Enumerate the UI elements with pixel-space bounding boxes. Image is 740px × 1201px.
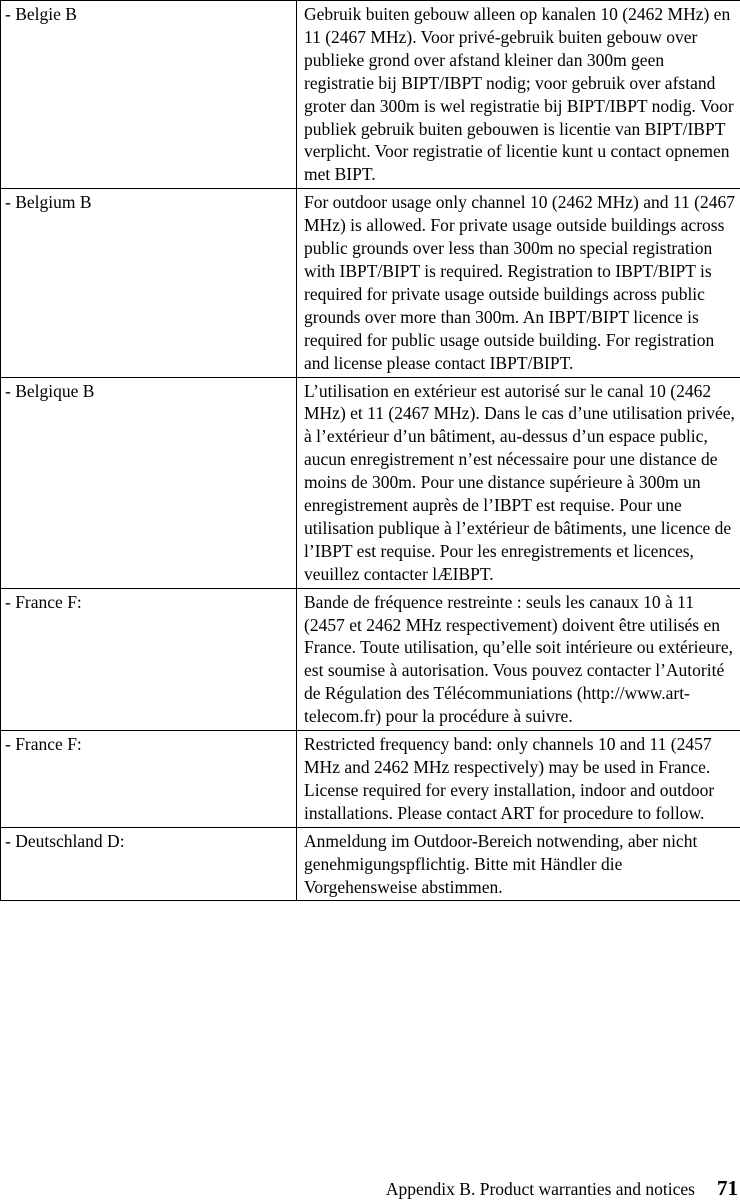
regulation-text-cell: Anmeldung im Outdoor-Bereich notwending, aber nicht genehmigungspflichtig. Bitte mit Händler die Vorgehensweise abstimmen. xyxy=(297,827,740,901)
country-cell: - Deutschland D: xyxy=(1,827,297,901)
regulation-text-cell: For outdoor usage only channel 10 (2462 MHz) and 11 (2467 MHz) is allowed. For private usage outside buildings across public grounds over less than 300m no special registration with IBPT/BIPT is required. Registration to IBPT/BIPT is required for private usage outside buildings across public grounds over more than 300m. An IBPT/BIPT licence is required for public usage outside building. For registration and license please contact IBPT/BIPT. xyxy=(297,189,740,377)
footer-section-label: Appendix B. Product warranties and notices xyxy=(385,1179,695,1199)
table-row xyxy=(1,827,740,901)
regulation-text-cell: Bande de fréquence restreinte : seuls les canaux 10 à 11 (2457 et 2462 MHz respectivement) doivent être utilisés en France. Toute utilisation, qu’elle soit intérieure ou extérieure, est soumise à autorisation. Vous pouvez contacter l’Autorité de Régulation des Télécommuniations (http://www.art-telecom.fr) pour la procédure à suivre. xyxy=(297,588,740,730)
country-cell: - Belgique B xyxy=(1,377,297,588)
regulation-text-cell: L’utilisation en extérieur est autorisé sur le canal 10 (2462 MHz) et 11 (2467 MHz). Dans le cas d’une utilisation privée, à l’extérieur d’un bâtiment, au-dessus d’un espace public, aucun enregistrement n’est nécessaire pour une distance de moins de 300m. Pour une distance supérieure à 300m un enregistrement auprès de l’IBPT est requise. Pour une utilisation publique à l’extérieur de bâtiments, une licence de l’IBPT est requise. Pour les enregistrements et licences, veuillez contacter lÆIBPT. xyxy=(297,377,740,588)
country-cell: - France F: xyxy=(1,731,297,828)
country-cell: - France F: xyxy=(1,588,297,730)
regulation-text-cell: Gebruik buiten gebouw alleen op kanalen 10 (2462 MHz) en 11 (2467 MHz). Voor privé-gebruik buiten gebouw over publieke grond over afstand kleiner dan 300m geen registratie bij BIPT/IBPT nodig; voor gebruik over afstand groter dan 300m is wel registratie bij BIPT/IBPT nodig. Voor publiek gebruik buiten gebouwen is licentie van BIPT/IBPT verplicht. Voor registratie of licentie kunt u contact opnemen met BIPT. xyxy=(297,1,740,189)
country-cell: - Belgium B xyxy=(1,189,297,377)
table-row xyxy=(1,1,740,189)
country-cell: - Belgie B xyxy=(1,1,297,189)
table-row xyxy=(1,588,740,730)
regulation-text-cell: Restricted frequency band: only channels 10 and 11 (2457 MHz and 2462 MHz respectively) may be used in France. License required for every installation, indoor and outdoor installations. Please contact ART for procedure to follow. xyxy=(297,731,740,828)
page-number: 71 xyxy=(717,1176,738,1200)
page-footer xyxy=(386,1176,738,1201)
table-row xyxy=(1,189,740,377)
table-row xyxy=(1,731,740,828)
table-row xyxy=(1,377,740,588)
